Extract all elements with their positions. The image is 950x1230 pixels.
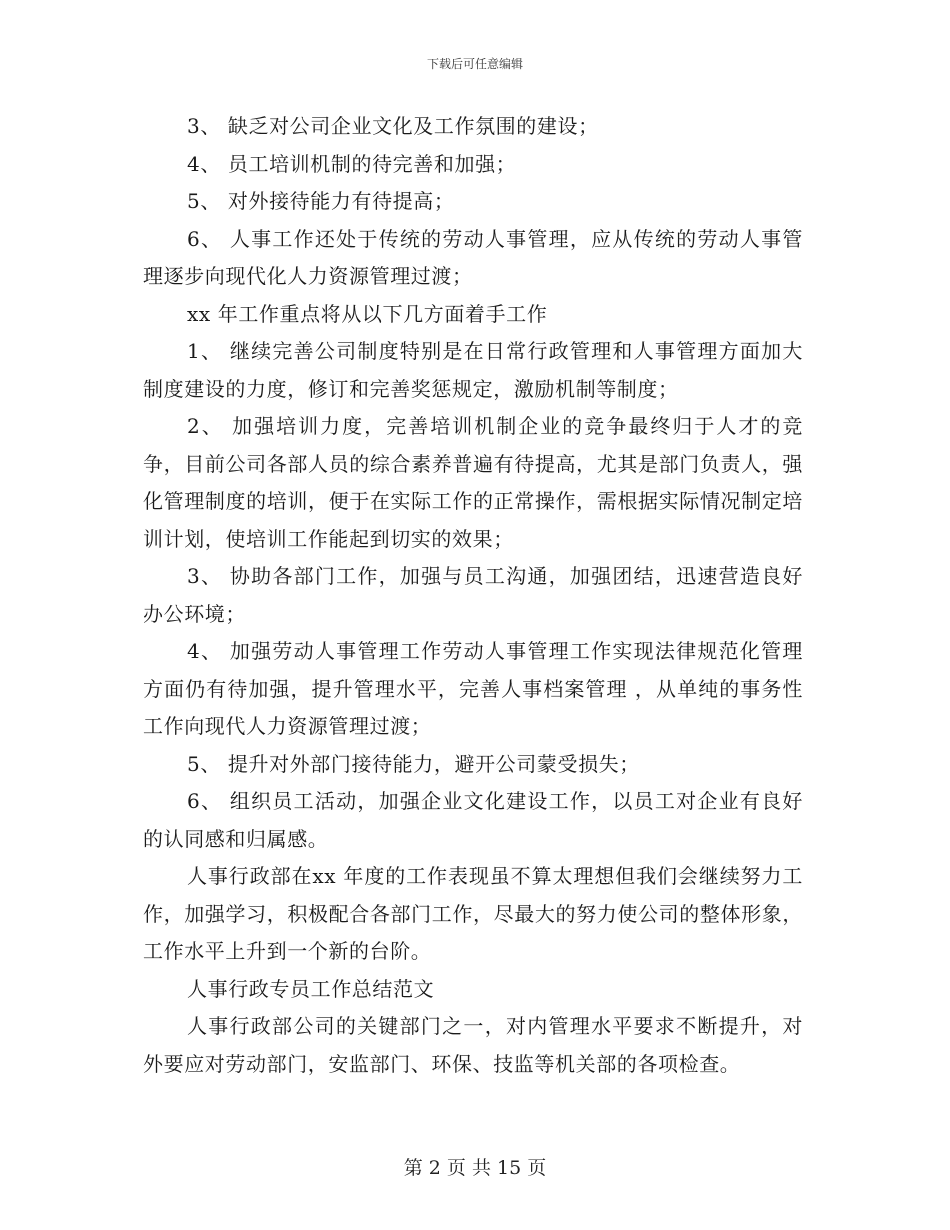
section-heading: 人事行政专员工作总结范文	[187, 976, 435, 1001]
paragraph: 4、 加强劳动人事管理工作劳动人事管理工作实现法律规范化管理方面仍有待加强，提升管理水平，完善人事档案管理 ，从单纯的事务性工作向现代人力资源管理过渡；	[143, 639, 803, 738]
paragraph: 人事行政部公司的关键部门之一，对内管理水平要求不断提升，对外要应对劳动部门，安监部门、环保、技监等机关部的各项检查。	[143, 1014, 803, 1076]
paragraph: 6、 组织员工活动，加强企业文化建设工作，以员工对企业有良好的认同感和归属感。	[143, 789, 803, 851]
page-number: 第 2 页 共 15 页	[403, 1157, 547, 1179]
paragraph: 5、 提升对外部门接待能力，避开公司蒙受损失；	[187, 751, 640, 776]
paragraph: 2、 加强培训力度，完善培训机制企业的竞争最终归于人才的竞争，目前公司各部人员的综合素养普遍有待提高，尤其是部门负责人，强化管理制度的培训，便于在实际工作的正常操作，需根据实际情况制定培训计划，使培训工作能起到切实的效果；	[143, 414, 803, 551]
paragraph: 1、 继续完善公司制度特别是在日常行政管理和人事管理方面加大制度建设的力度，修订和完善奖惩规定，激励机制等制度；	[143, 339, 803, 401]
paragraph: 6、 人事工作还处于传统的劳动人事管理，应从传统的劳动人事管理逐步向现代化人力资源管理过渡；	[143, 226, 803, 288]
document-body	[143, 108, 803, 1083]
paragraph: 3、 缺乏对公司企业文化及工作氛围的建设；	[187, 114, 599, 138]
paragraph: 人事行政部在xx 年度的工作表现虽不算太理想但我们会继续努力工作，加强学习，积极配合各部门工作，尽最大的努力使公司的整体形象，工作水平上升到一个新的台阶。	[143, 864, 803, 963]
paragraph: 5、 对外接待能力有待提高；	[187, 189, 455, 213]
section-heading: xx 年工作重点将从以下几方面着手工作	[187, 301, 548, 326]
header-note: 下载后可任意编辑	[426, 57, 523, 71]
paragraph: 4、 员工培训机制的待完善和加强；	[187, 151, 517, 176]
paragraph: 3、 协助各部门工作，加强与员工沟通，加强团结，迅速营造良好办公环境；	[143, 564, 803, 626]
